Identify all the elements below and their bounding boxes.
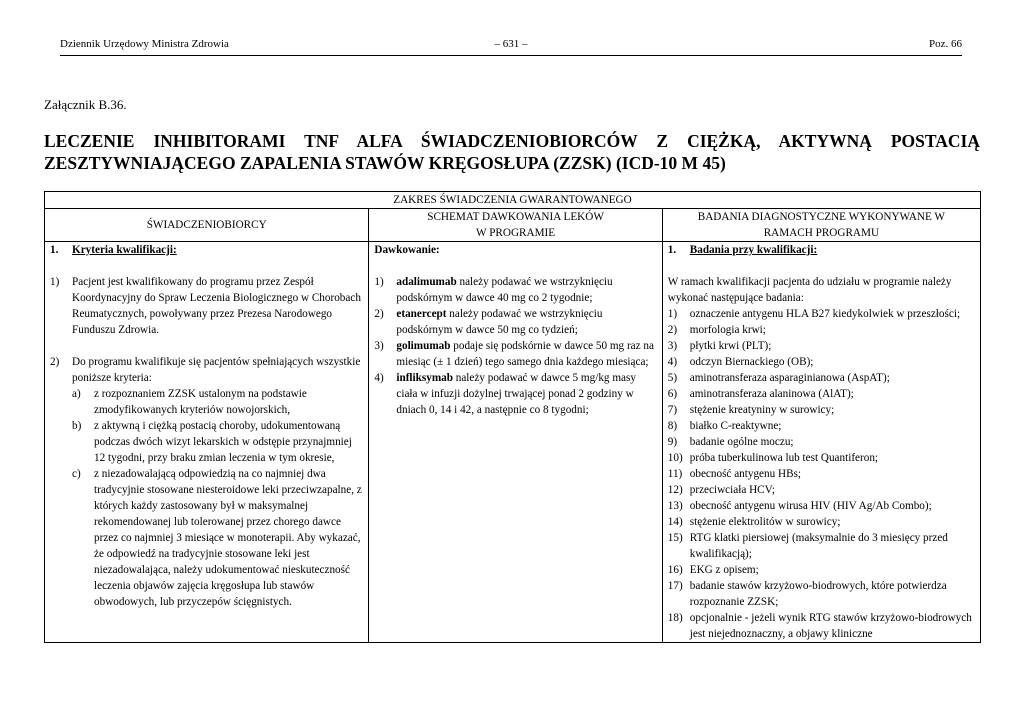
item-text: płytki krwi (PLT); <box>689 340 772 352</box>
section-number: 1. <box>50 244 59 256</box>
sub-item-letter: c) <box>72 468 81 480</box>
item-number: 2) <box>667 324 678 336</box>
diagnostic-item <box>668 370 975 386</box>
dosage-cell <box>369 242 662 643</box>
col3-header-line1: BADANIA DIAGNOSTYCZNE WYKONYWANE W <box>697 211 945 223</box>
item-text: przeciwciała HCV; <box>689 484 775 496</box>
dosage-item <box>374 370 656 418</box>
item-number: 18) <box>667 612 683 624</box>
sub-item <box>50 418 363 466</box>
title-line-2: ZESZTYWNIAJĄCEGO ZAPALENIA STAWÓW KRĘGOSŁUPA (ZZSK) (ICD-10 M 45) <box>44 153 726 173</box>
diagnostic-item <box>668 418 975 434</box>
col1-header: ŚWIADCZENIOBIORCY <box>45 209 369 242</box>
group-header: ZAKRES ŚWIADCZENIA GWARANTOWANEGO <box>45 192 981 209</box>
position-number: Poz. 66 <box>929 38 962 50</box>
item-number: 1) <box>50 276 60 288</box>
diagnostic-item <box>668 498 975 514</box>
item-number: 9) <box>667 436 678 448</box>
sub-item <box>50 386 363 418</box>
item-number: 14) <box>667 516 683 528</box>
section-heading <box>50 242 363 258</box>
dosage-text: należy podawać we wstrzyknięciu podskórnym w dawce 50 mg co tydzień; <box>396 308 603 336</box>
diagnostic-item <box>668 514 975 530</box>
drug-name: adalimumab <box>396 276 457 288</box>
dosage-text: należy podawać w dawce 5 mg/kg masy ciała w infuzji dożylnej trwającej ponad 2 godziny w dniach 0, 14 i 42, a następnie co 8 tygodni; <box>396 372 636 416</box>
diagnostic-item <box>668 386 975 402</box>
section-number: 1. <box>667 244 677 256</box>
diagnostic-item <box>668 482 975 498</box>
diagnostics-list <box>668 306 975 642</box>
journal-name: Dziennik Urzędowy Ministra Zdrowia <box>60 38 229 50</box>
diagnostic-item <box>668 578 975 610</box>
diagnostic-item <box>668 466 975 482</box>
program-table <box>44 191 981 643</box>
col2-header-line1: SCHEMAT DAWKOWANIA LEKÓW <box>427 211 604 223</box>
item-number: 2) <box>374 308 384 320</box>
item-text: badanie stawów krzyżowo-biodrowych, które potwierdza rozpoznanie ZZSK; <box>689 580 947 608</box>
sub-item-text: z rozpoznaniem ZZSK ustalonym na podstawie zmodyfikowanych kryteriów nowojorskich, <box>94 388 307 416</box>
item-text: stężenie elektrolitów w surowicy; <box>689 516 841 528</box>
col3-header <box>662 209 980 242</box>
dosage-text: należy podawać we wstrzyknięciu podskórnym w dawce 40 mg co 2 tygodnie; <box>396 276 613 304</box>
sub-item <box>50 466 363 610</box>
item-text: oznaczenie antygenu HLA B27 kiedykolwiek w przeszłości; <box>689 308 961 320</box>
item-number: 10) <box>667 452 683 464</box>
item-number: 4) <box>667 356 678 368</box>
item-number: 17) <box>667 580 683 592</box>
item-text: aminotransferaza asparaginianowa (AspAT); <box>689 372 890 384</box>
item-number: 1) <box>374 276 384 288</box>
item-text: opcjonalnie - jeżeli wynik RTG stawów krzyżowo-biodrowych jest niejednoznaczny, a objawy kliniczne <box>689 612 972 640</box>
sub-item-text: z aktywną i ciężką postacią choroby, udokumentowaną podczas dwóch wizyt lekarskich w odstępie przynajmniej 12 tygodni, przy braku zmian leczenia w tym okresie, <box>94 420 352 464</box>
item-text: białko C-reaktywne; <box>689 420 782 432</box>
item-number: 4) <box>374 372 384 384</box>
item-text: obecność antygenu HBs; <box>689 468 801 480</box>
diagnostic-item <box>668 354 975 370</box>
item-number: 1) <box>667 308 678 320</box>
item-text: Pacjent jest kwalifikowany do programu przez Zespół Koordynacyjny do Spraw Leczenia Biologicznego w Chorobach Reumatycznych, powoływany przez Prezesa Narodowego Funduszu Zdrowia. <box>72 276 361 336</box>
title-line-1: LECZENIE INHIBITORAMI TNF ALFA ŚWIADCZENIOBIORCÓW Z CIĘŻKĄ, AKTYWNĄ POSTACIĄ <box>44 131 980 151</box>
diagnostic-item <box>668 402 975 418</box>
col3-header-line2: RAMACH PROGRAMU <box>763 227 880 239</box>
dosage-item <box>374 274 656 306</box>
drug-name: golimumab <box>396 340 451 352</box>
sub-item-letter: b) <box>72 420 82 432</box>
item-number: 3) <box>374 340 384 352</box>
list-item <box>50 354 363 386</box>
col2-header <box>369 209 662 242</box>
item-number: 5) <box>667 372 678 384</box>
item-text: stężenie kreatyniny w surowicy; <box>689 404 835 416</box>
item-text: aminotransferaza alaninowa (AlAT); <box>689 388 854 400</box>
item-number: 15) <box>667 532 683 544</box>
diagnostic-item <box>668 306 975 322</box>
item-text <box>396 338 656 370</box>
item-number: 3) <box>667 340 678 352</box>
diagnostic-item <box>668 434 975 450</box>
item-text <box>396 370 656 418</box>
item-number: 13) <box>667 500 683 512</box>
drug-name: infliksymab <box>396 372 453 384</box>
dosage-item <box>374 338 656 370</box>
section-title: Badania przy kwalifikacji: <box>689 244 818 256</box>
item-number: 7) <box>667 404 678 416</box>
item-number: 2) <box>50 356 60 368</box>
sub-item-text: z niezadowalającą odpowiedzią na co najmniej dwa tradycyjnie stosowane niesteroidowe leki przeciwzapalne, z których każdy zastosowany był w maksymalnej rekomendowanej lub tolerowanej przez chorego dawce przez co najmniej 3 miesiące w monoterapii. Aby wykazać, że odpowiedź na tradycyjnie stosowane leki jest niezadowalająca, należy udokumentować nieskuteczność leczenia objawów zajęcia kręgosłupa lub stawów obwodowych, lub przyczepów ścięgnistych. <box>94 468 362 608</box>
section-heading <box>668 242 975 258</box>
page-number: – 631 – <box>494 38 528 50</box>
item-text: Do programu kwalifikuje się pacjentów spełniających wszystkie poniższe kryteria: <box>72 356 361 384</box>
sub-item-letter: a) <box>72 388 81 400</box>
diagnostic-item <box>668 610 975 642</box>
diagnostic-item <box>668 338 975 354</box>
item-text: morfologia krwi; <box>689 324 766 336</box>
item-number: 6) <box>667 388 678 400</box>
document-title <box>44 130 980 174</box>
drug-name: etanercept <box>396 308 447 320</box>
list-item <box>50 274 363 338</box>
diagnostic-item <box>668 530 975 562</box>
item-text: próba tuberkulinowa lub test Quantiferon; <box>689 452 879 464</box>
dosage-text: podaje się podskórnie w dawce 50 mg raz na miesiąc (± 1 dzień) tego samego dnia każdego miesiąca; <box>396 340 654 368</box>
item-text: EKG z opisem; <box>689 564 759 576</box>
col2-header-line2: W PROGRAMIE <box>476 227 556 239</box>
item-number: 16) <box>667 564 683 576</box>
diagnostic-item <box>668 450 975 466</box>
beneficiaries-cell <box>45 242 369 643</box>
item-text: odczyn Biernackiego (OB); <box>689 356 814 368</box>
item-text: RTG klatki piersiowej (maksymalnie do 3 miesięcy przed kwalifikacją); <box>689 532 948 560</box>
item-number: 8) <box>667 420 678 432</box>
dosage-item <box>374 306 656 338</box>
annex-label: Załącznik B.36. <box>44 97 127 112</box>
dosage-title: Dawkowanie: <box>374 244 440 256</box>
page-header <box>60 38 962 54</box>
diagnostic-item <box>668 562 975 578</box>
item-number: 11) <box>667 468 683 480</box>
diagnostics-intro: W ramach kwalifikacji pacjenta do udziału w programie należy wykonać następujące badania: <box>667 276 952 304</box>
item-text: obecność antygenu wirusa HIV (HIV Ag/Ab Combo); <box>689 500 932 512</box>
diagnostic-item <box>668 322 975 338</box>
item-text <box>396 306 656 338</box>
header-divider <box>60 55 962 56</box>
item-number: 12) <box>667 484 683 496</box>
diagnostics-cell <box>662 242 980 643</box>
item-text <box>396 274 656 306</box>
section-title: Kryteria kwalifikacji: <box>72 244 177 256</box>
item-text: badanie ogólne moczu; <box>689 436 794 448</box>
